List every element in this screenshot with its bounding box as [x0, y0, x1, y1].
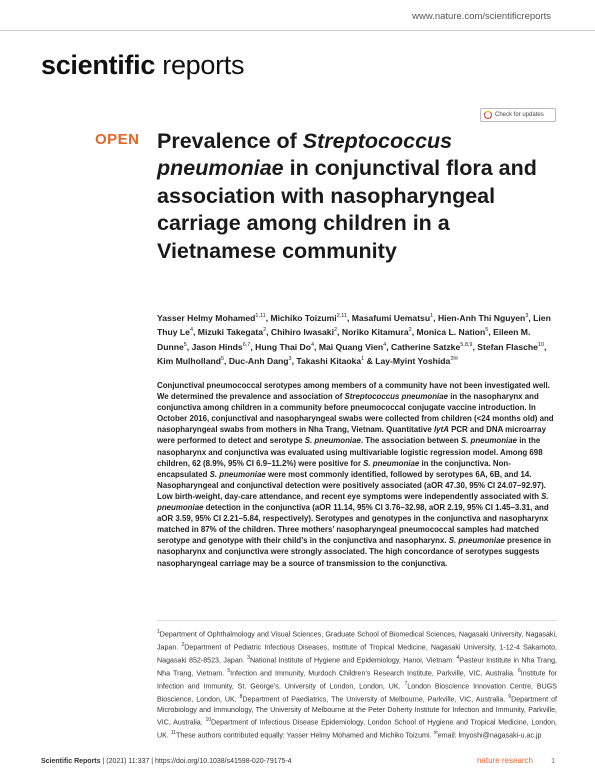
author-affiliation-ref: 6,7 — [242, 341, 251, 348]
affiliation-text: email: lmyoshi@nagasaki-u.ac.jp — [437, 731, 542, 740]
abstract-italic-term: S. pneumoniae — [304, 436, 361, 446]
footer-citation — [41, 758, 292, 765]
affiliation-text: Department of Paediatrics, The University of Melbourne, Parkville, VIC, Australia. — [242, 695, 509, 704]
author-name[interactable]: Michiko Toizumi — [270, 312, 337, 323]
author-affiliation-ref: 5 — [183, 341, 187, 348]
author-name[interactable]: Noriko Kitamura — [341, 327, 409, 338]
author-affiliation-ref: 4 — [383, 341, 387, 348]
affiliation-text: These authors contributed equally: Yasser Helmy Mohamed and Michiko Toizumi. — [176, 731, 434, 740]
abstract-text: in the nasopharynx and conjunctiva was evaluated using multivariable logistic regression model. Among 698 children, 62 (8.9%, 95% CI 6.9–11.2%) were positive for — [157, 436, 543, 468]
author-name[interactable]: Mai Quang Vien — [318, 341, 384, 352]
author-affiliation-ref: 2 — [263, 327, 267, 334]
author-affiliation-ref: 4 — [189, 327, 194, 334]
author-name[interactable]: Kim Mulholland — [157, 355, 221, 366]
check-for-updates-button[interactable] — [480, 108, 556, 122]
journal-logo — [41, 50, 244, 81]
abstract-italic-term: lytA — [433, 425, 449, 435]
author-name[interactable]: Chihiro Iwasaki — [270, 327, 334, 338]
abstract-text: PCR and DNA microarray were performed to detect and serotype — [157, 425, 546, 446]
author-affiliation-ref: 2✉ — [450, 355, 459, 362]
affiliation-number: 9 — [508, 693, 512, 700]
author-name[interactable]: Hien-Anh Thi Nguyen — [437, 312, 526, 323]
abstract-italic-term: S. pneumoniae — [209, 469, 266, 479]
abstract-text: detection in the conjunctiva (aOR 11.14, 95% CI 3.76–32.98, aOR 2.19, 95% CI 1.45–3.31, and aOR 3.59, 95% CI 2.21–5.84, respectively). Serotypes and genotypes in the conjunctiva and nasopharynx matched in 87% of the children. Three mothers’ nasopharyngeal pneumococcal samples had matched serotype and genotype with their child’s in the conjunctiva and nasopharynx. — [157, 503, 549, 546]
title-species: Streptococcus pneumoniae — [157, 129, 453, 181]
author-affiliation-ref: 4 — [310, 341, 315, 348]
author-name[interactable]: Jason Hinds — [191, 341, 243, 352]
author-affiliation-ref: 1 — [430, 313, 434, 319]
author-affiliation-ref: 2,11 — [336, 313, 347, 319]
abstract-italic-term: S. pneumoniae — [157, 491, 549, 513]
check-updates-label: Check for updates — [495, 112, 544, 118]
affiliation-number: 6 — [518, 667, 521, 674]
author-affiliation-ref: 5 — [485, 327, 489, 334]
author-affiliation-ref: 5,8,9 — [460, 341, 473, 348]
journal-url[interactable]: www.nature.com/scientificreports — [412, 11, 551, 22]
author-affiliation-ref: 1,11 — [255, 313, 266, 319]
author-affiliation-ref: 3 — [525, 313, 529, 319]
open-access-label: OPEN — [95, 131, 140, 148]
affiliation-text: National Institute of Hygiene and Epidemiology, Hanoi, Vietnam. — [249, 656, 457, 665]
affiliation-number: 3 — [247, 654, 250, 661]
author-affiliation-ref: 5 — [220, 355, 225, 362]
affiliation-number: 11 — [170, 730, 176, 737]
author-name[interactable]: Yasser Helmy Mohamed — [157, 312, 256, 323]
affiliation-number: 8 — [239, 693, 243, 700]
author-name[interactable]: Stefan Flasche — [477, 341, 538, 352]
affiliation-text: Pasteur Institute in Nha Trang, Nha Trang, Vietnam. — [157, 656, 557, 678]
author-name[interactable]: Duc-Anh Dang — [228, 355, 289, 366]
author-affiliation-ref: 3 — [288, 355, 292, 362]
update-icon — [484, 111, 492, 119]
affiliation-text: Institute for Infection and Immunity, St. George’s, University of London, London, UK. — [157, 669, 558, 691]
footer-journal: Scientific Reports — [41, 758, 101, 765]
affiliations-divider — [157, 620, 557, 621]
author-name[interactable]: Lay-Myint Yoshida — [375, 355, 451, 366]
footer-sep: | — [100, 758, 107, 765]
footer-doi[interactable]: | https://doi.org/10.1038/s41598-020-79175-4 — [149, 758, 292, 765]
author-name[interactable]: Mizuki Takegata — [197, 327, 264, 338]
author-affiliation-ref: 2 — [333, 327, 338, 334]
affiliation-number: 2 — [181, 641, 185, 648]
abstract-italic-term: S. pneumoniae — [363, 458, 420, 468]
author-name[interactable]: Masafumi Uematsu — [351, 312, 431, 323]
footer-volume: (2021) 11:337 — [106, 758, 150, 765]
affiliation-number: 5 — [227, 667, 231, 674]
affiliation-text: Infection and Immunity, Murdoch Children’s Research Institute, Parkville, VIC, Australia. — [230, 669, 518, 678]
author-name[interactable]: Monica L. Nation — [416, 327, 486, 338]
author-name[interactable]: Lien Thuy Le — [157, 312, 551, 338]
abstract-italic-term: Streptococcus pneumoniae — [344, 392, 449, 402]
author-affiliation-ref: 10 — [537, 341, 545, 348]
affiliation-number: 1 — [157, 629, 160, 635]
abstract-italic-term: S. pneumoniae — [448, 536, 505, 546]
abstract-text: presence in nasopharynx and conjunctiva were strongly associated. The high concordance of serotypes suggests nasopharyngeal carriage may be a source of transmission to the conjunctiva. — [157, 536, 551, 568]
header-divider — [0, 30, 595, 31]
affiliation-text: Department of Pediatric Infectious Diseases, Institute of Tropical Medicine, Nagasaki University, 1-12-4 Sakamoto, Nagasaki 852-8523, Japan. — [157, 643, 557, 665]
title-part2: in conjunctival flora and association with nasopharyngeal carriage among children in a Vietnamese community — [157, 156, 537, 263]
abstract-text: in the nasopharynx and conjunctiva among children in a community before pneumococcal conjugate vaccine introduction. In October 2016, conjunctival and nasopharyngeal swabs were collected from children (<24 months old) and nasopharyngeal swabs from mothers in Nha Trang, Vietnam. Quantitative — [157, 392, 554, 435]
affiliation-number: 7 — [404, 680, 408, 687]
logo-bold-text: scientific — [41, 50, 156, 80]
author-name[interactable]: Hung Thai Do — [255, 341, 311, 352]
article-title — [157, 128, 557, 265]
author-name[interactable]: Catherine Satzke — [390, 341, 461, 352]
author-list: Yasser Helmy Mohamed$^{1,11}$, Michiko Toizumi$^{2,11}$, Masafumi Uematsu$^1$, Hien-Anh Thi Nguyen$^3$, Lien Thuy Le$^4$, Mizuki Takegata$^2$, Chihiro Iwasaki$^2$, Noriko Kitamura$^2$, Monica L. Nation$^5$, Eileen M. Dunne$^5$, Jason Hinds$^{6,7}$, Hung Thai Do$^4$, Mai Quang Vien$^4$, Catherine Satzke$^{5,8,9}$, Stefan Flasche$^{10}$, Kim Mulholland$^5$, Duc-Anh Dang$^3$, Takashi Kitaoka$^1$ & Lay-Myint Yoshida$^{2✉}$ — [157, 312, 551, 366]
title-part1: Prevalence of — [157, 129, 303, 153]
affiliation-text: Department of Microbiology and Immunology, The University of Melbourne at the Peter Doherty Institute for Infection and Immunity, Parkville, VIC, Australia. — [157, 695, 558, 727]
logo-light-text: reports — [155, 50, 245, 80]
abstract-text: were most commonly identified, followed by serotypes 6A, 6B, and 14. Nasopharyngeal and conjunctival detection were positively associated (aOR 47.30, 95% CI 24.07–92.97). Low birth-weight, day-care attendance, and recent eye symptoms were independently associated with — [157, 469, 546, 501]
affiliation-text: Department of Infectious Disease Epidemiology, London School of Hygiene and Tropical Medicine, London, UK. — [157, 718, 557, 740]
affiliation-number: ✉ — [433, 730, 438, 737]
author-affiliation-ref: 2 — [408, 327, 412, 334]
abstract-text: . The association between — [360, 436, 461, 446]
page-number: 1 — [551, 758, 555, 765]
abstract-text: in the conjunctiva. Non-encapsulated — [157, 458, 511, 479]
affiliation-text: Department of Ophthalmology and Visual Sciences, Graduate School of Biomedical Sciences, Nagasaki University, Nagasaki, Japan. — [157, 630, 557, 652]
affiliation-number: 4 — [456, 654, 460, 661]
page-footer — [41, 756, 555, 770]
abstract — [157, 380, 557, 569]
affiliation-number: 10 — [205, 717, 212, 724]
author-affiliation-ref: 1 — [361, 355, 365, 362]
author-name[interactable]: Eileen M. Dunne — [157, 327, 531, 352]
affiliation-text: London Bioscience Innovation Centre, BUGS Bioscience, London, UK. — [157, 682, 557, 704]
abstract-text: Conjunctival pneumococcal serotypes among members of a community have not been investigated well. We determined the prevalence and association of — [157, 381, 550, 402]
publisher-logo: nature research — [476, 756, 533, 765]
abstract-italic-term: S. pneumoniae — [460, 436, 518, 446]
affiliations — [157, 627, 557, 741]
author-name[interactable]: Takashi Kitaoka — [296, 355, 362, 366]
